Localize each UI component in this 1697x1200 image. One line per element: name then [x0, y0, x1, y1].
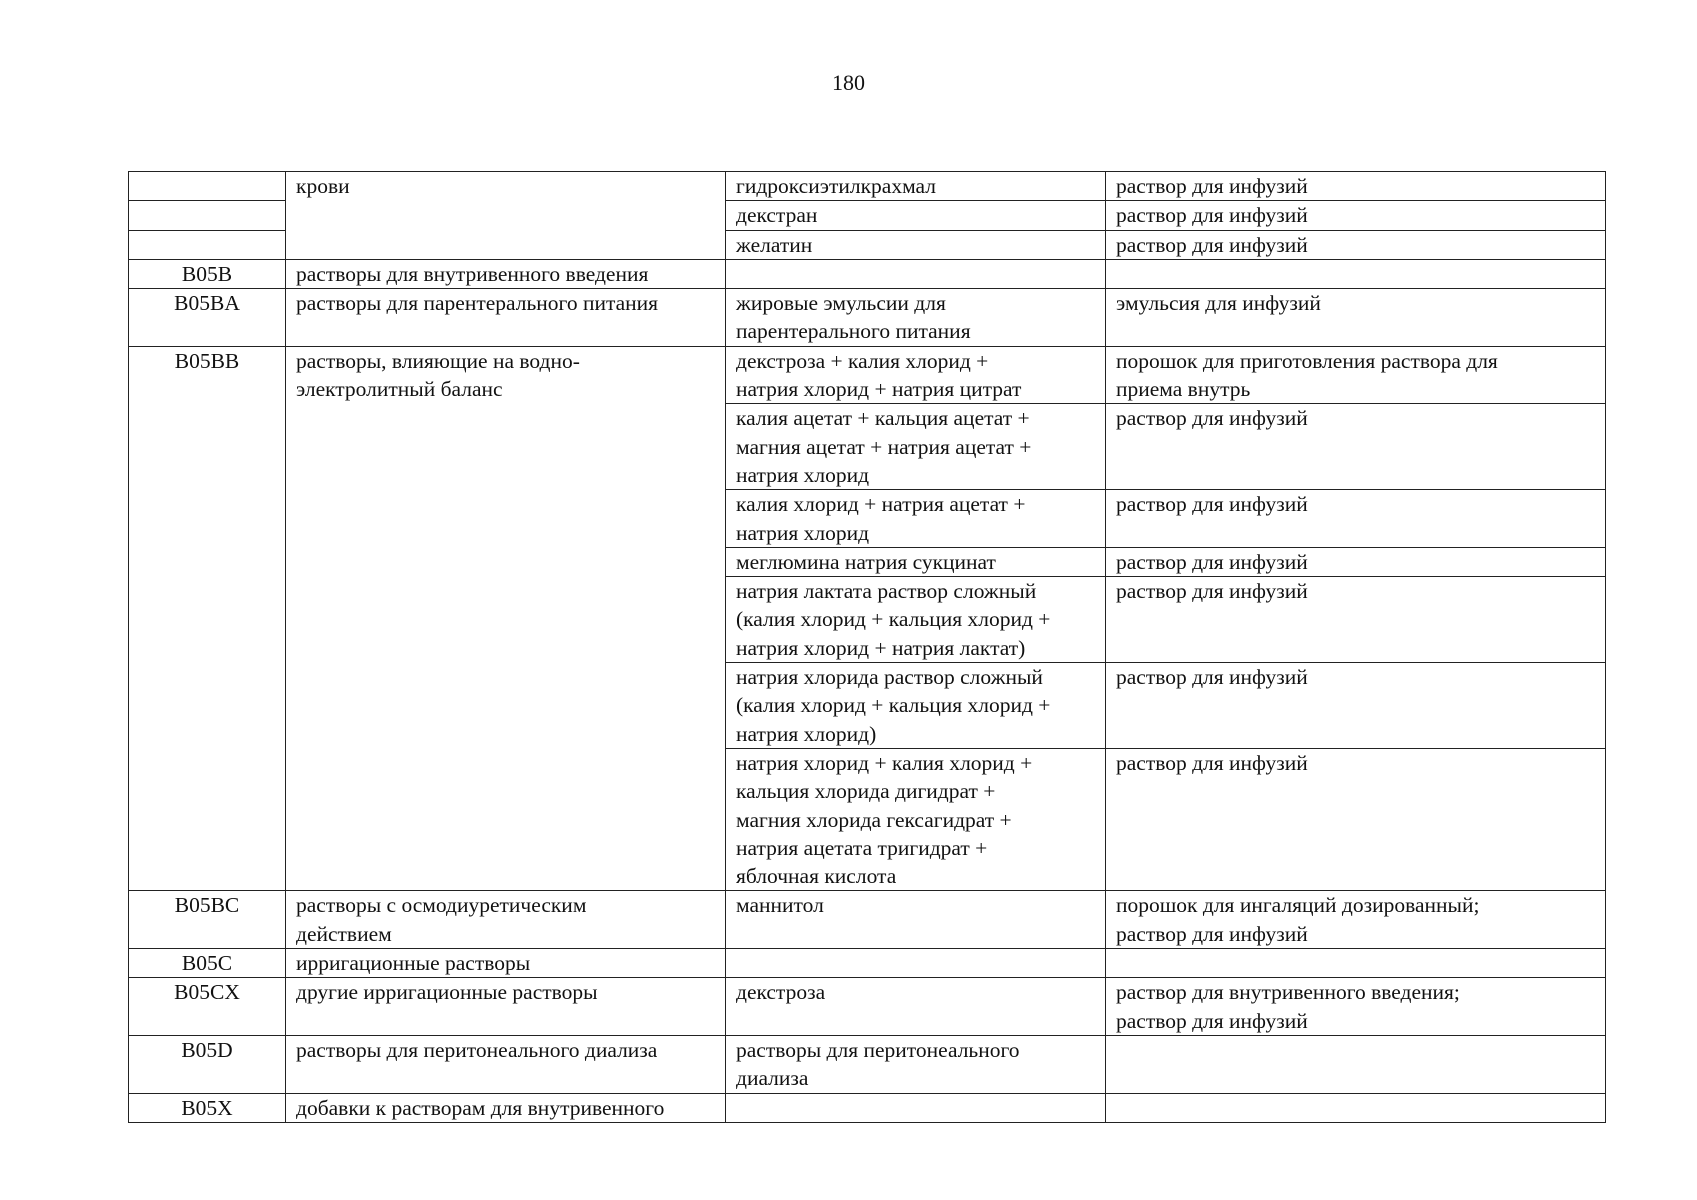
atc-code-cell: [129, 891, 286, 949]
drug-cell: [726, 490, 1106, 548]
group-text: растворы для внутривенного введения: [296, 261, 649, 286]
form-cell: [1106, 490, 1606, 548]
atc-code-cell: [129, 978, 286, 1036]
group-cell: [286, 891, 726, 949]
drug-cell: [726, 748, 1106, 890]
drug-text: декстроза + калия хлорид +: [736, 348, 989, 373]
drug-text: маннитол: [736, 893, 824, 918]
drug-cell: [726, 663, 1106, 749]
table-row: [129, 259, 1606, 288]
form-cell: [1106, 748, 1606, 890]
drug-text: кальция хлорида дигидрат +: [736, 779, 996, 804]
drug-text: калия хлорид + натрия ацетат +: [736, 492, 1026, 517]
group-cell: [286, 1035, 726, 1093]
form-text: раствор для инфузий: [1116, 1008, 1308, 1033]
drug-text: натрия лактата раствор сложный: [736, 579, 1037, 604]
group-cell: [286, 1093, 726, 1122]
atc-code-cell: [129, 259, 286, 288]
drug-cell: [726, 289, 1106, 347]
form-cell: [1106, 201, 1606, 230]
group-text: ирригационные растворы: [296, 951, 531, 976]
drug-text: натрия хлорид + натрия цитрат: [736, 377, 1022, 402]
atc-code: B05BB: [174, 348, 240, 373]
drug-cell: [726, 346, 1106, 404]
drug-text: натрия хлорид: [736, 520, 870, 545]
group-text: растворы, влияющие на водно-: [296, 348, 580, 373]
form-cell: [1106, 577, 1606, 663]
drug-text: натрия хлорида раствор сложный: [736, 665, 1043, 690]
atc-code-cell: [129, 230, 286, 259]
table-row: [129, 978, 1606, 1036]
form-cell: [1106, 891, 1606, 949]
form-text: раствор для инфузий: [1116, 492, 1308, 517]
drug-cell: [726, 259, 1106, 288]
drug-text: желатин: [736, 232, 813, 257]
atc-code-cell: [129, 1035, 286, 1093]
form-cell: [1106, 404, 1606, 490]
form-text: раствор для инфузий: [1116, 921, 1308, 946]
drug-cell: [726, 978, 1106, 1036]
form-text: раствор для инфузий: [1116, 750, 1308, 775]
form-text: раствор для инфузий: [1116, 232, 1308, 257]
form-cell: [1106, 172, 1606, 201]
drug-cell: [726, 230, 1106, 259]
drug-text: (калия хлорид + кальция хлорид +: [736, 693, 1051, 718]
atc-code-cell: [129, 289, 286, 347]
drug-text: парентерального питания: [736, 319, 971, 344]
table-row: [129, 1093, 1606, 1122]
group-cell: [286, 172, 726, 260]
page-number: 180: [832, 70, 865, 95]
atc-code: B05BA: [174, 291, 240, 316]
form-cell: [1106, 259, 1606, 288]
atc-code-cell: [129, 1093, 286, 1122]
group-cell: [286, 346, 726, 891]
atc-code: B05BC: [174, 893, 240, 918]
form-text: приема внутрь: [1116, 377, 1251, 402]
form-text: раствор для инфузий: [1116, 203, 1308, 228]
drug-text: калия ацетат + кальция ацетат +: [736, 406, 1030, 431]
atc-code: B05CX: [174, 980, 240, 1005]
drug-text: магния хлорида гексагидрат +: [736, 807, 1012, 832]
drug-text: яблочная кислота: [736, 864, 897, 889]
form-text: эмульсия для инфузий: [1116, 291, 1321, 316]
form-text: раствор для инфузий: [1116, 665, 1308, 690]
table-row: [129, 346, 1606, 404]
drug-text: гидроксиэтилкрахмал: [736, 174, 936, 198]
table-row: [129, 289, 1606, 347]
form-cell: [1106, 289, 1606, 347]
drug-text: диализа: [736, 1066, 809, 1091]
drug-cell: [726, 547, 1106, 576]
atc-code: B05X: [181, 1095, 233, 1120]
table-row: [129, 891, 1606, 949]
drug-text: растворы для перитонеального: [736, 1037, 1020, 1062]
group-text: другие ирригационные растворы: [296, 980, 598, 1005]
drug-text: декстроза: [736, 980, 826, 1005]
group-cell: [286, 289, 726, 347]
form-text: раствор для инфузий: [1116, 549, 1308, 574]
table-row: [129, 1035, 1606, 1093]
form-cell: [1106, 663, 1606, 749]
table-row: [129, 172, 1606, 201]
group-text: крови: [296, 174, 350, 198]
group-text: добавки к растворам для внутривенного: [296, 1095, 665, 1120]
atc-code: B05D: [181, 1037, 233, 1062]
drug-text: меглюмина натрия сукцинат: [736, 549, 996, 574]
group-cell: [286, 259, 726, 288]
group-text: действием: [296, 921, 392, 946]
drug-cell: [726, 172, 1106, 201]
table-row: [129, 949, 1606, 978]
drug-cell: [726, 1093, 1106, 1122]
atc-code-cell: [129, 949, 286, 978]
atc-code-cell: [129, 201, 286, 230]
group-text: электролитный баланс: [296, 377, 503, 402]
atc-code-cell: [129, 172, 286, 201]
form-text: раствор для инфузий: [1116, 579, 1308, 604]
drug-text: декстран: [736, 203, 818, 228]
group-text: растворы с осмодиуретическим: [296, 893, 587, 918]
form-text: раствор для инфузий: [1116, 174, 1308, 198]
form-text: раствор для внутривенного введения;: [1116, 980, 1460, 1005]
form-cell: [1106, 949, 1606, 978]
atc-code-cell: [129, 346, 286, 891]
form-cell: [1106, 1093, 1606, 1122]
drug-text: натрия хлорид + калия хлорид +: [736, 750, 1033, 775]
group-cell: [286, 978, 726, 1036]
drug-text: магния ацетат + натрия ацетат +: [736, 434, 1032, 459]
atc-code: B05B: [181, 261, 233, 286]
group-text: растворы для парентерального питания: [296, 291, 659, 316]
form-cell: [1106, 547, 1606, 576]
drug-cell: [726, 201, 1106, 230]
form-text: порошок для ингаляций дозированный;: [1116, 893, 1480, 918]
drug-text: (калия хлорид + кальция хлорид +: [736, 607, 1051, 632]
drug-cell: [726, 404, 1106, 490]
form-text: раствор для инфузий: [1116, 406, 1308, 431]
drug-cell: [726, 577, 1106, 663]
form-text: порошок для приготовления раствора для: [1116, 348, 1498, 373]
group-text: растворы для перитонеального диализа: [296, 1037, 658, 1062]
drug-text: жировые эмульсии для: [736, 291, 946, 316]
drug-cell: [726, 1035, 1106, 1093]
form-cell: [1106, 1035, 1606, 1093]
drug-cell: [726, 891, 1106, 949]
atc-code: B05C: [181, 951, 233, 976]
form-cell: [1106, 978, 1606, 1036]
group-cell: [286, 949, 726, 978]
drug-cell: [726, 949, 1106, 978]
drug-text: натрия хлорид): [736, 721, 877, 746]
form-cell: [1106, 230, 1606, 259]
drug-text: натрия ацетата тригидрат +: [736, 835, 988, 860]
drug-text: натрия хлорид: [736, 462, 870, 487]
form-cell: [1106, 346, 1606, 404]
drug-text: натрия хлорид + натрия лактат): [736, 635, 1026, 660]
drug-classification-table: [128, 171, 1606, 1123]
